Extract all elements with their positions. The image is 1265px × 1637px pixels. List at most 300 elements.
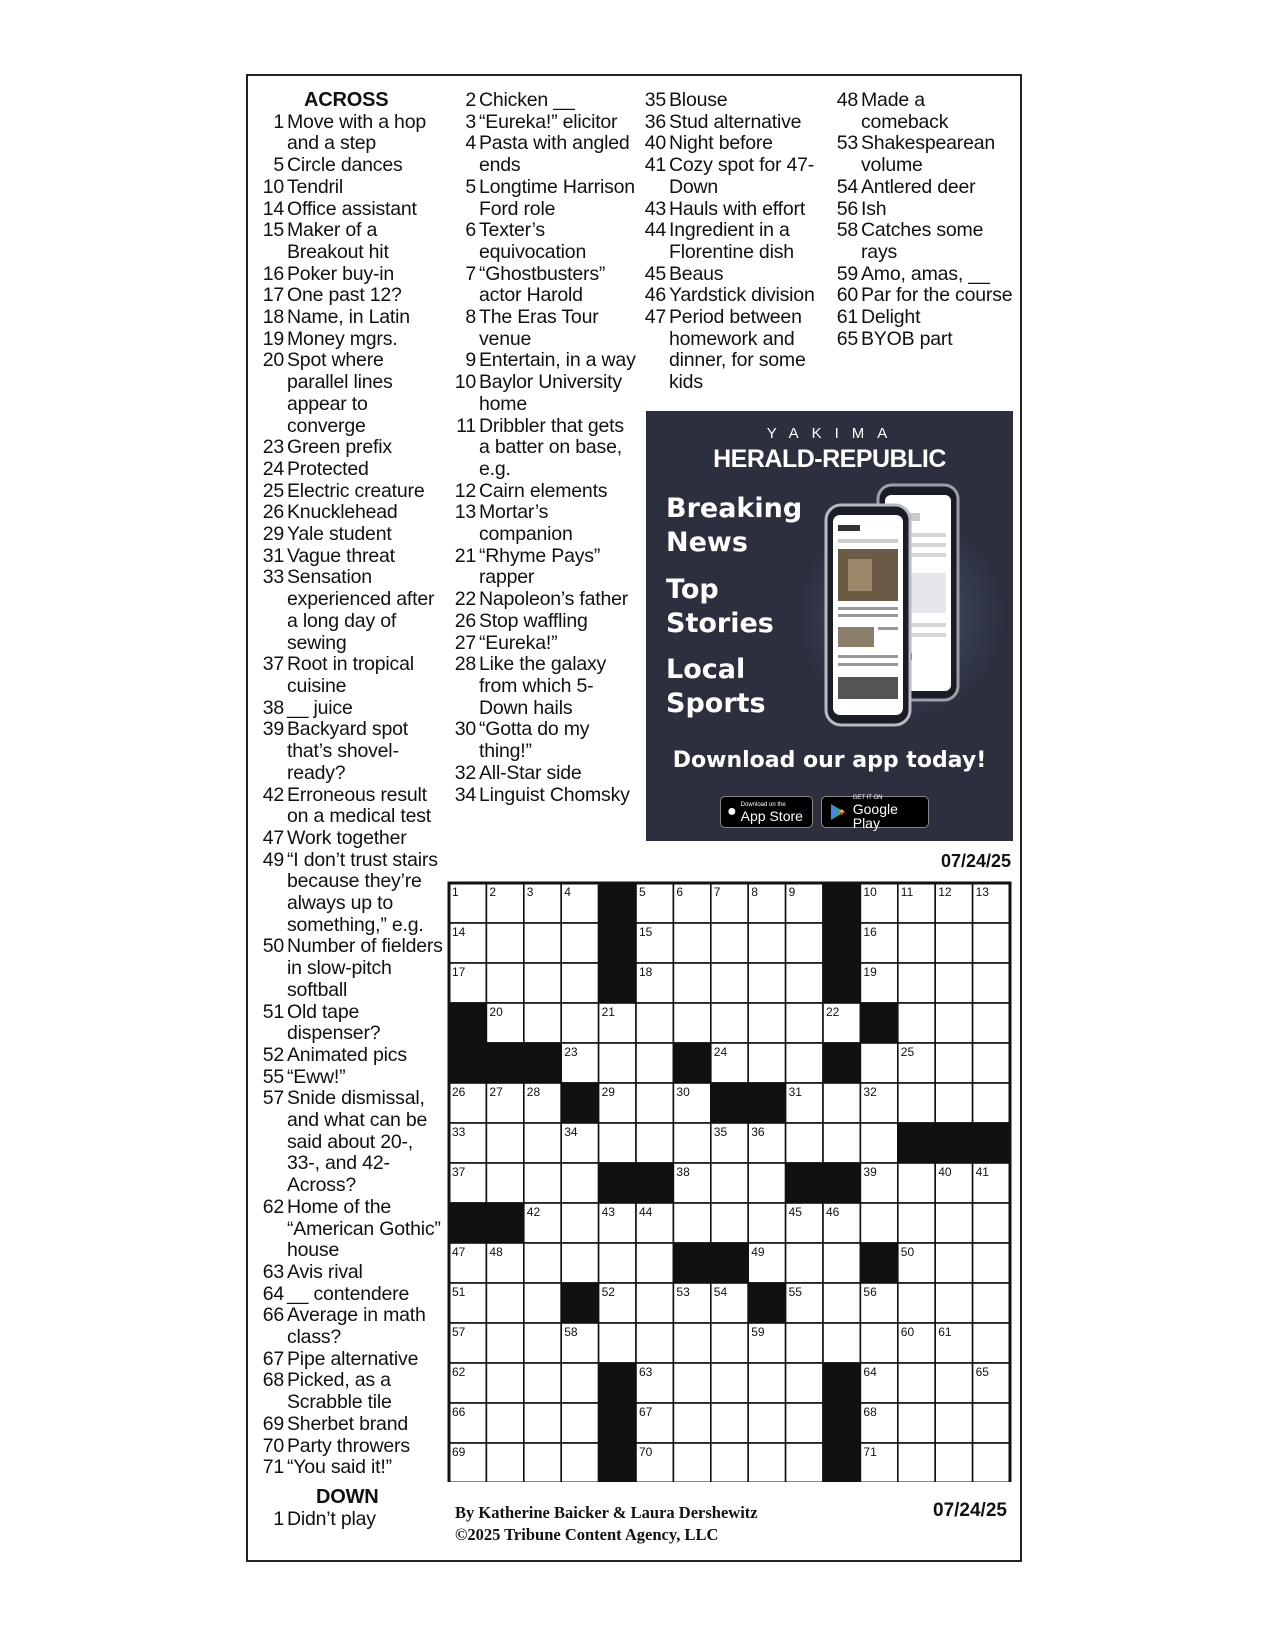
grid-cell[interactable] [860,1123,897,1163]
grid-cell[interactable] [748,1043,785,1083]
grid-cell[interactable] [748,923,785,963]
clue-text: Dribbler that gets a batter on base, e.g. [479,414,624,480]
grid-cell[interactable] [673,1403,710,1443]
grid-cell[interactable] [898,1163,935,1203]
grid-cell[interactable] [561,963,598,1003]
grid-cell[interactable] [786,1243,823,1283]
cell-number: 55 [788,1285,802,1299]
grid-cell[interactable] [786,1363,823,1403]
across-clue-10 [258,177,448,199]
black-square [973,1123,1010,1163]
grid-cell[interactable] [524,1283,561,1323]
grid-cell[interactable] [973,1283,1010,1323]
grid-cell[interactable] [711,1203,748,1243]
grid-cell[interactable] [711,1323,748,1363]
grid-cell[interactable] [711,1363,748,1403]
down-clue-list [258,1509,448,1531]
ad-headline-1: Breaking [666,493,803,524]
clue-number: 55 [262,1065,284,1088]
down-clue-12 [450,481,636,503]
black-square [486,1043,523,1083]
black-square [599,1163,636,1203]
clue-text: Entertain, in a way [479,349,636,372]
grid-cell[interactable] [935,1243,972,1283]
clue-number: 13 [454,501,476,524]
cell-number: 20 [489,1005,503,1019]
grid-cell[interactable] [748,1203,785,1243]
clue-number: 68 [262,1369,284,1392]
grid-cell[interactable] [898,1203,935,1243]
cell-number: 7 [713,885,721,899]
cell-number: 28 [526,1085,541,1099]
down-clue-48 [832,90,1017,133]
clue-number: 39 [262,718,284,741]
grid-cell[interactable] [935,1443,972,1482]
cell-number: 19 [863,965,877,979]
down-clue-60 [832,285,1017,307]
grid-cell[interactable] [561,1443,598,1482]
clue-number: 34 [454,783,476,806]
grid-cell[interactable] [711,963,748,1003]
grid-cell[interactable] [524,1243,561,1283]
grid-cell[interactable] [860,1323,897,1363]
cell-number: 41 [975,1165,989,1179]
grid-cell[interactable] [599,1043,636,1083]
app-advertisement[interactable] [646,411,1013,841]
grid-cell[interactable] [935,1403,972,1443]
cell-number: 17 [452,965,466,979]
cell-number: 56 [863,1285,877,1299]
black-square [561,1283,598,1323]
grid-cell[interactable] [973,1003,1010,1043]
clue-number: 10 [262,175,284,198]
puzzle-date-bottom: 07/24/25 [933,1500,1007,1521]
cell-number: 58 [564,1325,578,1339]
cell-number: 27 [489,1085,503,1099]
cell-number: 9 [788,885,796,899]
across-clue-42 [258,785,448,828]
across-clue-24 [258,459,448,481]
clue-text: Poker buy-in [287,262,395,285]
grid-cell[interactable] [486,1443,523,1482]
clue-text: Stop waffling [479,609,588,632]
grid-cell[interactable] [561,1363,598,1403]
apple-icon: ● [727,803,737,820]
grid-cell[interactable] [786,923,823,963]
grid-cell[interactable] [935,1003,972,1043]
clue-text: Money mgrs. [287,327,398,350]
clue-number: 63 [262,1260,284,1283]
clue-text: Sensation experienced after a long day of sewing [287,566,435,654]
grid-cell[interactable] [486,923,523,963]
across-clue-25 [258,481,448,503]
clue-number: 25 [262,479,284,502]
grid-cell[interactable] [860,1043,897,1083]
clue-number: 70 [262,1434,284,1457]
cell-number: 38 [676,1165,690,1179]
grid-cell[interactable] [898,963,935,1003]
clue-text: Stud alternative [669,110,802,133]
grid-cell[interactable] [935,1203,972,1243]
cell-number: 43 [601,1205,615,1219]
clue-number: 37 [262,653,284,676]
grid-cell[interactable] [561,1403,598,1443]
grid-cell[interactable] [711,1403,748,1443]
across-header: ACROSS [304,89,389,111]
grid-cell[interactable] [711,923,748,963]
grid-cell[interactable] [748,963,785,1003]
grid-cell[interactable] [898,1283,935,1323]
grid-cell[interactable] [673,1443,710,1482]
grid-cell[interactable] [673,1363,710,1403]
grid-cell[interactable] [599,1123,636,1163]
grid-cell[interactable] [524,1323,561,1363]
grid-cell[interactable] [486,1363,523,1403]
grid-cell[interactable] [524,1363,561,1403]
grid-cell[interactable] [599,1243,636,1283]
clue-number: 33 [262,566,284,589]
clue-text: Cozy spot for 47-Down [669,154,815,198]
clue-text: Texter’s equivocation [479,219,587,263]
clue-text: Shakespearean volume [861,132,996,177]
clue-number: 71 [262,1456,284,1479]
clue-number: 65 [836,327,858,350]
cell-number: 62 [452,1365,466,1379]
grid-cell[interactable] [524,1123,561,1163]
black-square [599,923,636,963]
clue-number: 26 [454,609,476,632]
down-clue-28 [450,654,636,719]
grid-cell[interactable] [786,963,823,1003]
cell-number: 45 [788,1205,802,1219]
grid-cell[interactable] [935,1083,972,1123]
clue-number: 49 [262,848,284,871]
crossword-grid[interactable] [447,881,1012,1482]
grid-cell[interactable] [599,1323,636,1363]
grid-cell[interactable] [935,923,972,963]
grid-cell[interactable] [935,1043,972,1083]
black-square [599,883,636,923]
google-play-button[interactable] [821,794,929,831]
clue-text: Yale student [287,523,392,546]
grid-cell[interactable] [860,1203,897,1243]
down-clue-3 [450,112,636,134]
across-clue-list [258,112,448,1479]
across-clue-66 [258,1305,448,1348]
grid-cell[interactable] [486,1283,523,1323]
grid-cell[interactable] [935,963,972,1003]
down-clue-7 [450,264,636,307]
clue-number: 45 [644,262,666,285]
across-clue-68 [258,1370,448,1413]
cell-number: 25 [900,1045,915,1059]
grid-cell[interactable] [524,1003,561,1043]
grid-cell[interactable] [786,1403,823,1443]
grid-cell[interactable] [711,1443,748,1482]
grid-cell[interactable] [561,1243,598,1283]
cell-number: 24 [713,1045,728,1059]
cell-number: 13 [975,885,989,899]
clue-number: 26 [262,501,284,524]
grid-cell[interactable] [786,1003,823,1043]
cell-number: 66 [452,1405,466,1419]
grid-cell[interactable] [898,1403,935,1443]
grid-cell[interactable] [973,1083,1010,1123]
clue-text: __ juice [287,696,353,719]
grid-cell[interactable] [786,1323,823,1363]
ad-headline-2: News [666,527,748,558]
grid-cell[interactable] [524,1443,561,1482]
grid-cell[interactable] [673,1323,710,1363]
ad-kicker: YAKIMA [766,425,901,442]
grid-cell[interactable] [748,1363,785,1403]
clue-number: 66 [262,1304,284,1327]
grid-cell[interactable] [673,923,710,963]
across-clue-70 [258,1436,448,1458]
grid-cell[interactable] [823,1123,860,1163]
grid-cell[interactable] [524,923,561,963]
across-clue-50 [258,936,448,1001]
grid-cell[interactable] [973,1043,1010,1083]
grid-cell[interactable] [486,1123,523,1163]
clue-number: 29 [262,523,284,546]
grid-cell[interactable] [636,1003,673,1043]
down-clue-59 [832,264,1017,286]
grid-cell[interactable] [823,1083,860,1123]
grid-cell[interactable] [973,923,1010,963]
black-square [823,1443,860,1482]
grid-cell[interactable] [524,1403,561,1443]
grid-cell[interactable] [673,1003,710,1043]
across-clue-67 [258,1349,448,1371]
grid-cell[interactable] [823,1323,860,1363]
black-square [823,1163,860,1203]
grid-cell[interactable] [561,1003,598,1043]
clue-number: 3 [465,110,476,133]
across-clue-69 [258,1414,448,1436]
clue-number: 64 [262,1282,284,1305]
across-clue-15 [258,220,448,263]
grid-cell[interactable] [636,1083,673,1123]
black-square [935,1123,972,1163]
grid-cell[interactable] [898,923,935,963]
grid-cell[interactable] [748,1443,785,1482]
down-clue-43 [640,199,830,221]
across-clue-39 [258,719,448,784]
clue-text: Electric creature [287,479,425,502]
app-store-button[interactable] [720,796,813,828]
grid-cell[interactable] [636,1283,673,1323]
clue-text: Spot where parallel lines appear to converge [287,349,393,437]
clue-text: Animated pics [287,1043,407,1066]
clue-text: Beaus [669,262,724,285]
grid-cell[interactable] [898,1083,935,1123]
down-clue-46 [640,285,830,307]
grid-cell[interactable] [823,1283,860,1323]
cell-number: 59 [751,1325,765,1339]
ad-headline-6: Sports [666,688,766,719]
across-clue-19 [258,329,448,351]
cell-number: 53 [676,1285,690,1299]
grid-cell[interactable] [673,963,710,1003]
black-square [486,1203,523,1243]
clue-number: 21 [454,544,476,567]
grid-cell[interactable] [561,1163,598,1203]
across-clue-51 [258,1002,448,1045]
down-clue-53 [832,133,1017,176]
clue-text: Napoleon’s father [479,588,629,611]
cell-number: 36 [751,1125,765,1139]
clue-number: 7 [465,262,476,285]
clue-text: Ish [861,197,887,220]
across-clue-47 [258,828,448,850]
black-square [599,1443,636,1482]
grid-cell[interactable] [486,1163,523,1203]
clue-text: Circle dances [287,154,403,177]
across-clue-52 [258,1045,448,1067]
across-clue-1 [258,112,448,155]
ad-call-to-action: Download our app today! [672,748,987,773]
black-square [673,1043,710,1083]
clue-number: 35 [644,89,666,111]
across-clue-57 [258,1088,448,1197]
grid-cell[interactable] [973,1403,1010,1443]
black-square [561,1083,598,1123]
clue-text: Ingredient in a Florentine dish [669,219,794,263]
down-clue-45 [640,264,830,286]
grid-cell[interactable] [898,1363,935,1403]
grid-cell[interactable] [636,1043,673,1083]
black-square [636,1163,673,1203]
grid-cell[interactable] [636,1243,673,1283]
clue-text: Name, in Latin [287,306,410,329]
clue-text: Pasta with angled ends [479,132,630,177]
ad-headline-4: Stories [666,608,774,639]
grid-cell[interactable] [748,1403,785,1443]
ad-headline-5: Local [666,654,746,685]
grid-cell[interactable] [673,1203,710,1243]
clue-text: Didn’t play [287,1507,376,1530]
clue-number: 31 [262,544,284,567]
down-clue-47 [640,307,830,394]
across-clue-5 [258,155,448,177]
clue-text: __ contendere [287,1282,410,1305]
cell-number: 68 [863,1405,877,1419]
clue-text: Green prefix [287,436,392,459]
grid-cell[interactable] [524,963,561,1003]
cell-number: 34 [564,1125,578,1139]
grid-cell[interactable] [711,1163,748,1203]
grid-cell[interactable] [973,1443,1010,1482]
clue-number: 47 [644,306,666,329]
clue-text: “You said it!” [287,1456,392,1479]
grid-cell[interactable] [636,1323,673,1363]
grid-cell[interactable] [711,1003,748,1043]
grid-cell[interactable] [636,1123,673,1163]
cell-number: 23 [564,1045,578,1059]
grid-cell[interactable] [823,1243,860,1283]
clue-text: The Eras Tour venue [479,306,599,350]
clue-text: Work together [287,826,407,849]
grid-cell[interactable] [973,1323,1010,1363]
grid-cell[interactable] [486,1323,523,1363]
grid-cell[interactable] [561,923,598,963]
down-clue-56 [832,199,1017,221]
clue-text: Old tape dispenser? [287,1000,381,1045]
grid-cell[interactable] [748,1163,785,1203]
clue-text: Night before [669,132,773,155]
clue-text: Delight [861,306,921,329]
grid-cell[interactable] [748,1003,785,1043]
grid-cell[interactable] [973,963,1010,1003]
clue-number: 44 [644,219,666,242]
grid-cell[interactable] [786,1123,823,1163]
cell-number: 64 [863,1365,877,1379]
across-clue-33 [258,567,448,654]
grid-cell[interactable] [786,1043,823,1083]
clue-number: 27 [454,631,476,654]
clue-text: All-Star side [479,761,582,784]
grid-cell[interactable] [673,1123,710,1163]
clue-text: Hauls with effort [669,197,806,220]
clue-number: 28 [454,653,476,676]
grid-cell[interactable] [973,1203,1010,1243]
down-clue-61 [832,307,1017,329]
cell-number: 1 [452,885,459,899]
across-clue-31 [258,546,448,568]
clue-text: Linguist Chomsky [479,783,630,806]
across-clue-14 [258,199,448,221]
cell-number: 30 [676,1085,690,1099]
down-clue-6 [450,220,636,263]
down-clue-32 [450,763,636,785]
black-square [449,1043,486,1083]
clue-text: BYOB part [861,327,953,350]
clue-text: Office assistant [287,197,417,220]
clue-text: Snide dismissal, and what can be said about 20-, 33-, and 42-Across? [287,1087,428,1197]
clue-number: 42 [262,783,284,806]
grid-cell[interactable] [786,1443,823,1482]
clue-text: “Eureka!” [479,631,558,654]
cell-number: 32 [863,1085,877,1099]
grid-cell[interactable] [486,1403,523,1443]
clue-number: 47 [262,826,284,849]
grid-cell[interactable] [898,1443,935,1482]
grid-cell[interactable] [561,1203,598,1243]
grid-cell[interactable] [898,1003,935,1043]
grid-cell[interactable] [973,1243,1010,1283]
clue-text: Average in math class? [287,1304,426,1349]
black-square [823,1043,860,1083]
cell-number: 39 [863,1165,877,1179]
ad-brand-logo: HERALD-REPUBLIC [713,445,946,473]
clue-number: 36 [644,110,666,133]
clue-number: 4 [465,132,476,155]
down-clue-2 [450,90,636,112]
clue-number: 32 [454,761,476,784]
clue-number: 5 [465,175,476,198]
across-clue-26 [258,502,448,524]
grid-cell[interactable] [935,1363,972,1403]
cell-number: 47 [452,1245,466,1259]
black-square [860,1243,897,1283]
down-clue-9 [450,350,636,372]
grid-cell[interactable] [486,963,523,1003]
across-clue-63 [258,1262,448,1284]
clue-number: 10 [454,371,476,394]
grid-cell[interactable] [524,1163,561,1203]
grid-cell[interactable] [935,1283,972,1323]
